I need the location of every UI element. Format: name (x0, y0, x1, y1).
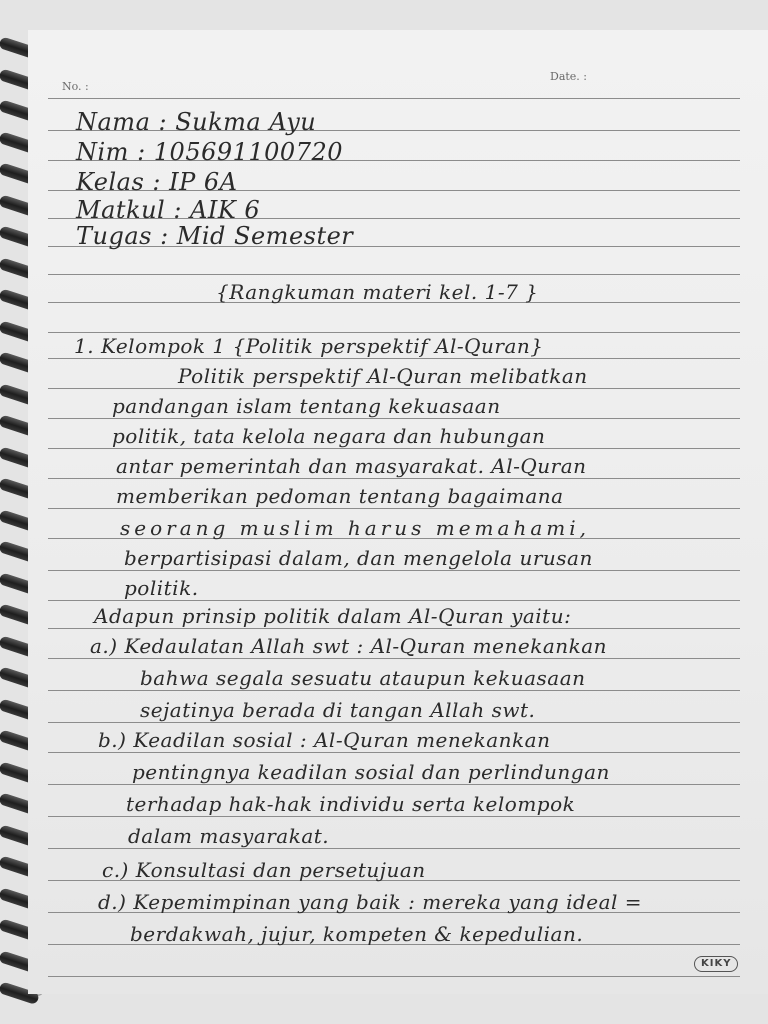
date-label: Date. : (550, 70, 588, 83)
ruled-line (48, 274, 740, 275)
ruled-line (48, 98, 740, 99)
ruled-line (48, 358, 740, 359)
paragraph-line: Politik perspektif Al-Quran melibatkan (178, 364, 588, 388)
paragraph-line: memberikan pedoman tentang bagaimana (116, 484, 564, 508)
principles-intro: Adapun prinsip politik dalam Al-Quran yaitu: (94, 604, 572, 628)
ruled-line (48, 448, 740, 449)
ruled-line (48, 600, 740, 601)
ruled-line (48, 658, 740, 659)
section-heading: 1. Kelompok 1 {Politik perspektif Al-Quran} (74, 334, 544, 358)
paragraph-line: antar pemerintah dan masyarakat. Al-Quran (116, 454, 587, 478)
principle-b-line: b.) Keadilan sosial : Al-Quran menekankan (98, 728, 551, 752)
nim-line: Nim : 105691100720 (76, 138, 344, 166)
ruled-line (48, 752, 740, 753)
principle-d-line: berdakwah, jujur, kompeten & kepedulian. (130, 922, 584, 946)
ruled-line (48, 478, 740, 479)
ruled-line (48, 784, 740, 785)
principle-b-line: dalam masyarakat. (128, 824, 330, 848)
notebook-page (28, 30, 768, 994)
name-line: Nama : Sukma Ayu (76, 108, 317, 136)
principle-d-line: d.) Kepemimpinan yang baik : mereka yang ideal = (98, 890, 643, 914)
ruled-line (48, 722, 740, 723)
ruled-line (48, 388, 740, 389)
ruled-line (48, 628, 740, 629)
course-line: Matkul : AIK 6 (76, 196, 261, 224)
paragraph-line: berpartisipasi dalam, dan mengelola urusan (124, 546, 593, 570)
ruled-line (48, 690, 740, 691)
notebook-brand-logo: KIKY (694, 956, 738, 972)
paragraph-line: pandangan islam tentang kekuasaan (112, 394, 501, 418)
principle-a-line: bahwa segala sesuatu ataupun kekuasaan (140, 666, 586, 690)
ruled-line (48, 816, 740, 817)
no-label: No. : (62, 80, 89, 93)
principle-a-line: a.) Kedaulatan Allah swt : Al-Quran menekankan (90, 634, 608, 658)
summary-title: {Rangkuman materi kel. 1-7 } (216, 280, 539, 304)
paragraph-line: politik, tata kelola negara dan hubungan (112, 424, 546, 448)
principle-b-line: terhadap hak-hak individu serta kelompok (126, 792, 576, 816)
principle-b-line: pentingnya keadilan sosial dan perlindungan (132, 760, 610, 784)
ruled-line (48, 976, 740, 977)
class-line: Kelas : IP 6A (76, 168, 238, 196)
principle-a-line: sejatinya berada di tangan Allah swt. (140, 698, 536, 722)
principle-c-line: c.) Konsultasi dan persetujuan (102, 858, 426, 882)
ruled-line (48, 848, 740, 849)
ruled-line (48, 418, 740, 419)
ruled-line (48, 508, 740, 509)
paragraph-line: seorang muslim harus memahami, (120, 516, 590, 540)
ruled-line (48, 332, 740, 333)
ruled-line (48, 570, 740, 571)
assignment-line: Tugas : Mid Semester (76, 222, 354, 250)
paragraph-line: politik. (124, 576, 199, 600)
